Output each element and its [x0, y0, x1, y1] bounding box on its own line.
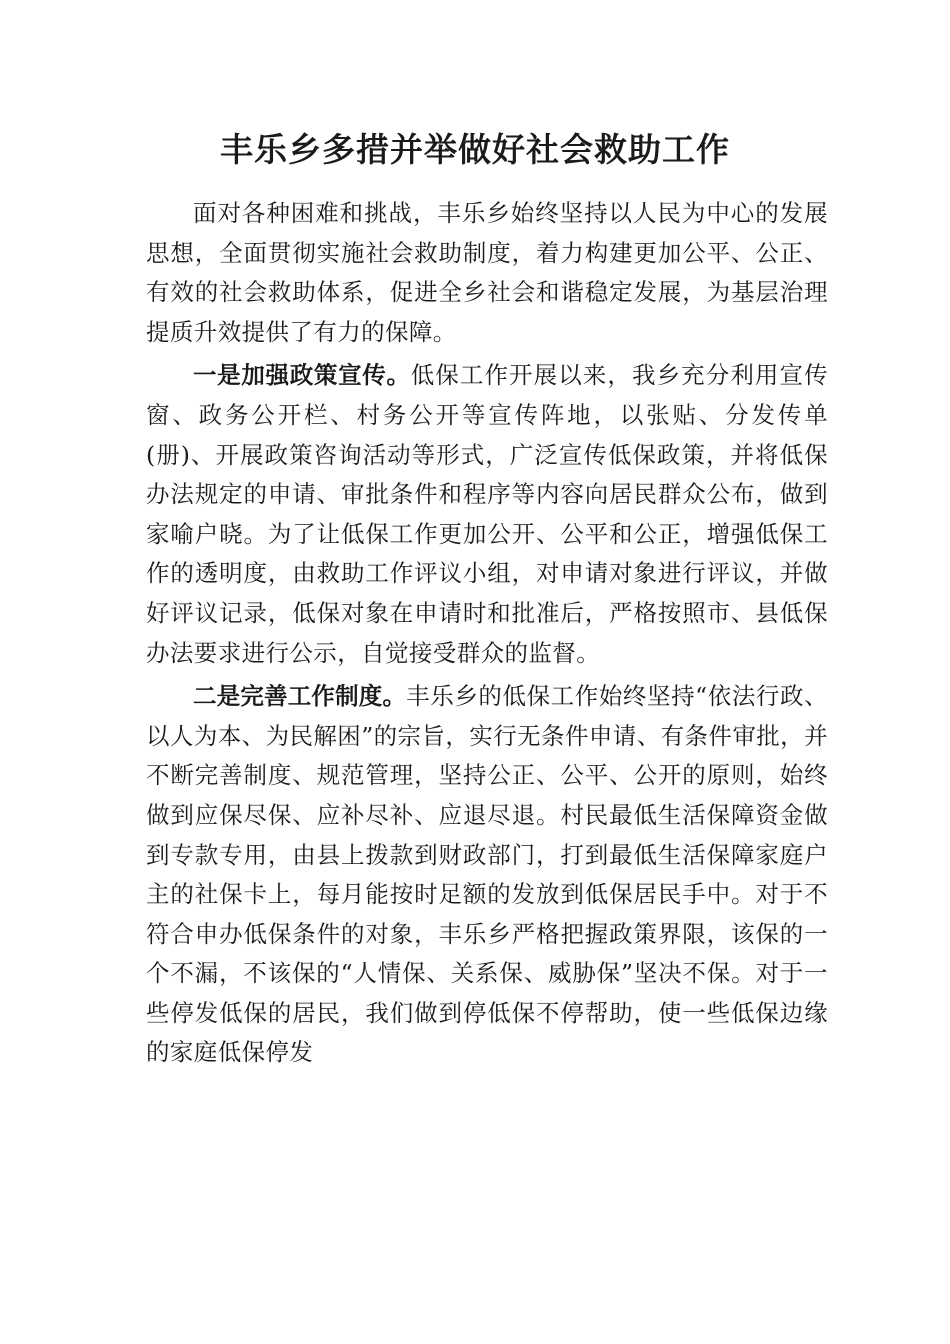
section-lead-heading: 一是加强政策宣传。 [193, 361, 411, 390]
section-lead-heading: 二是完善工作制度。 [193, 682, 407, 711]
document-body [146, 194, 828, 1073]
section-body-text: 低保工作开展以来，我乡充分利用宣传窗、政务公开栏、村务公开等宣传阵地，以张贴、分发传单(册)、开展政策咨询活动等形式，广泛宣传低保政策，并将低保办法规定的申请、审批条件和程序等内容向居民群众公布，做到家喻户晓。为了让低保工作更加公开、公平和公正，增强低保工作的透明度，由救助工作评议小组，对申请对象进行评议，并做好评议记录，低保对象在申请时和批准后，严格按照市、县低保办法要求进行公示，自觉接受群众的监督。 [146, 361, 828, 667]
section-body-text: 丰乐乡的低保工作始终坚持“依法行政、以人为本、为民解困”的宗旨，实行无条件申请、有条件审批，并不断完善制度、规范管理，坚持公正、公平、公开的原则，始终做到应保尽保、应补尽补、应退尽退。村民最低生活保障资金做到专款专用，由县上拨款到财政部门，打到最低生活保障家庭户主的社保卡上，每月能按时足额的发放到低保居民手中。对于不符合申办低保条件的对象，丰乐乡严格把握政策界限，该保的一个不漏，不该保的“人情保、关系保、威胁保”坚决不保。对于一些停发低保的居民，我们做到停低保不停帮助，使一些低保边缘的家庭低保停发 [146, 682, 828, 1067]
section-paragraph-policy-promotion [146, 356, 828, 673]
section-paragraph-work-system [146, 677, 828, 1073]
document-title: 丰乐乡多措并举做好社会救助工作 [220, 130, 730, 169]
intro-paragraph: 面对各种困难和挑战，丰乐乡始终坚持以人民为中心的发展思想，全面贯彻实施社会救助制度，着力构建更加公平、公正、有效的社会救助体系，促进全乡社会和谐稳定发展，为基层治理提质升效提供了有力的保障。 [146, 199, 828, 346]
